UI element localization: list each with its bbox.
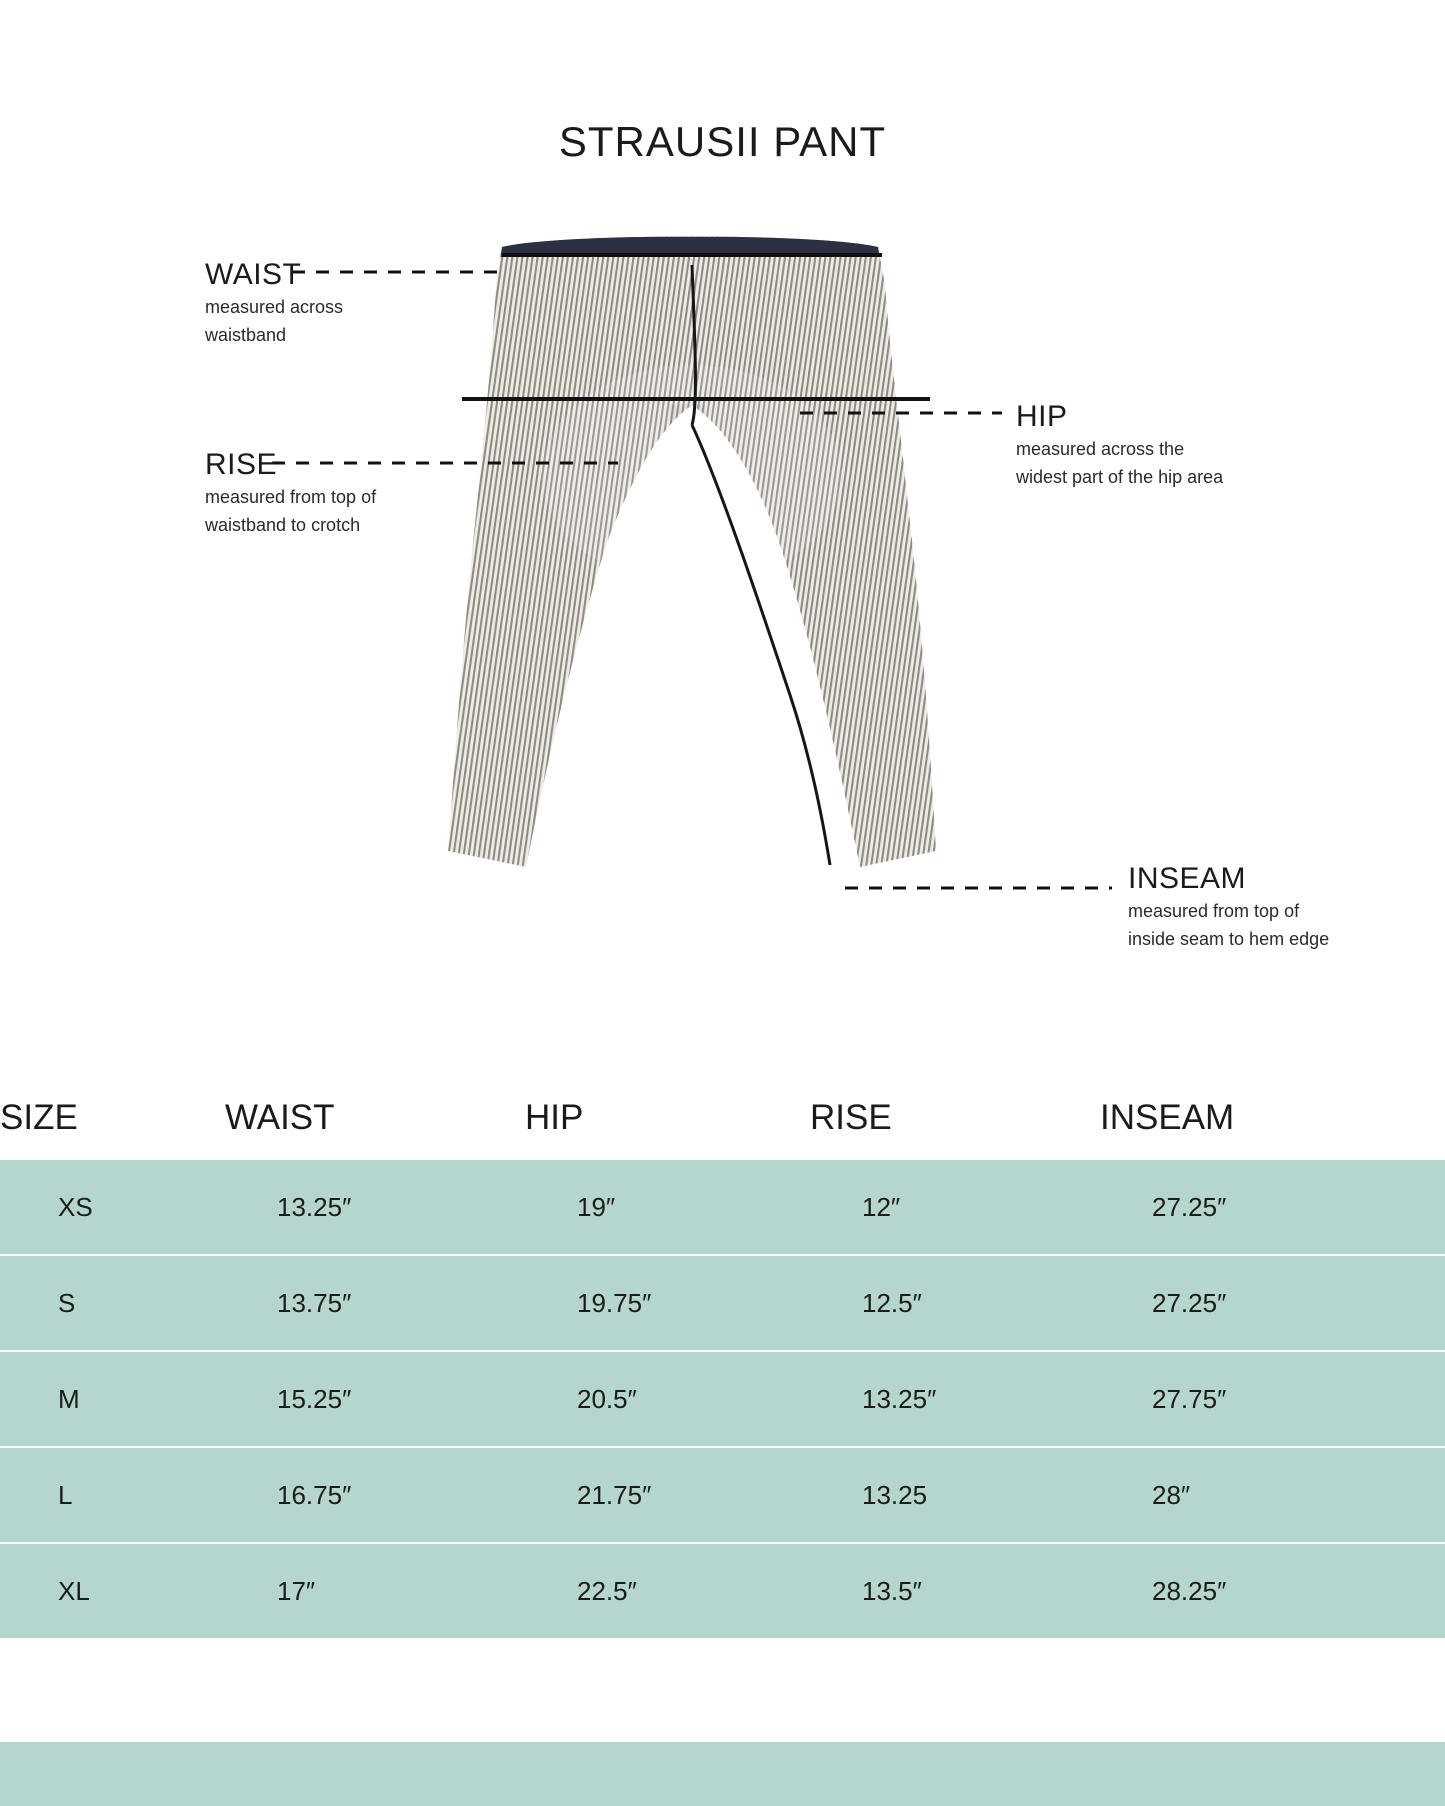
cell-size: XL xyxy=(0,1543,225,1638)
page-title: STRAUSII PANT xyxy=(558,118,887,165)
cell-hip: 19.75″ xyxy=(525,1255,810,1351)
callout-waist-label: WAIST xyxy=(205,258,302,291)
column-header-hip: HIP xyxy=(525,1090,810,1160)
cell-waist: 13.25″ xyxy=(225,1160,525,1255)
callout-rise xyxy=(205,448,376,538)
cell-rise: 13.25 xyxy=(810,1447,1100,1543)
cell-rise: 12.5″ xyxy=(810,1255,1100,1351)
cell-rise: 13.25″ xyxy=(810,1351,1100,1447)
column-header-size: SIZE xyxy=(0,1090,225,1160)
column-header-inseam: INSEAM xyxy=(1100,1090,1445,1160)
cell-size: XS xyxy=(0,1160,225,1255)
cell-size: S xyxy=(0,1255,225,1351)
table-row xyxy=(0,1160,1445,1255)
cell-hip: 19″ xyxy=(525,1160,810,1255)
table-row xyxy=(0,1351,1445,1447)
cell-hip: 22.5″ xyxy=(525,1543,810,1638)
callout-waist-desc-line1: measured across xyxy=(205,297,344,317)
cell-size: M xyxy=(0,1351,225,1447)
cell-inseam: 28.25″ xyxy=(1100,1543,1445,1638)
size-chart-table xyxy=(0,1090,1445,1638)
callout-rise-label: RISE xyxy=(205,448,278,481)
table-header-row xyxy=(0,1090,1445,1160)
callout-inseam xyxy=(1128,862,1329,952)
callout-hip xyxy=(1016,400,1223,490)
cell-inseam: 27.25″ xyxy=(1100,1160,1445,1255)
column-header-waist: WAIST xyxy=(225,1090,525,1160)
callout-hip-desc-line2: widest part of the hip area xyxy=(1016,467,1224,488)
cell-inseam: 27.75″ xyxy=(1100,1351,1445,1447)
callout-waist-desc-line2: waistband xyxy=(205,325,287,346)
cell-waist: 17″ xyxy=(225,1543,525,1638)
cell-waist: 16.75″ xyxy=(225,1447,525,1543)
callout-inseam-label: INSEAM xyxy=(1128,862,1247,895)
callout-inseam-desc-line1: measured from top of xyxy=(1128,901,1300,921)
table-row xyxy=(0,1543,1445,1638)
callout-hip-label: HIP xyxy=(1016,400,1068,433)
cell-inseam: 27.25″ xyxy=(1100,1255,1445,1351)
size-chart-header xyxy=(0,1090,1445,1160)
cell-hip: 21.75″ xyxy=(525,1447,810,1543)
size-chart-body xyxy=(0,1160,1445,1638)
callout-inseam-desc-line2: inside seam to hem edge xyxy=(1128,929,1330,950)
column-header-rise: RISE xyxy=(810,1090,1100,1160)
cell-rise: 13.5″ xyxy=(810,1543,1100,1638)
cell-waist: 15.25″ xyxy=(225,1351,525,1447)
table-footer-strip xyxy=(0,1742,1445,1806)
callout-rise-desc-line1: measured from top of xyxy=(205,487,377,507)
cell-rise: 12″ xyxy=(810,1160,1100,1255)
cell-waist: 13.75″ xyxy=(225,1255,525,1351)
cell-size: L xyxy=(0,1447,225,1543)
cell-hip: 20.5″ xyxy=(525,1351,810,1447)
callout-rise-desc-line2: waistband to crotch xyxy=(205,515,361,536)
callout-waist xyxy=(205,258,343,348)
table-row xyxy=(0,1255,1445,1351)
table-row xyxy=(0,1447,1445,1543)
cell-inseam: 28″ xyxy=(1100,1447,1445,1543)
callout-hip-desc-line1: measured across the xyxy=(1016,439,1185,459)
